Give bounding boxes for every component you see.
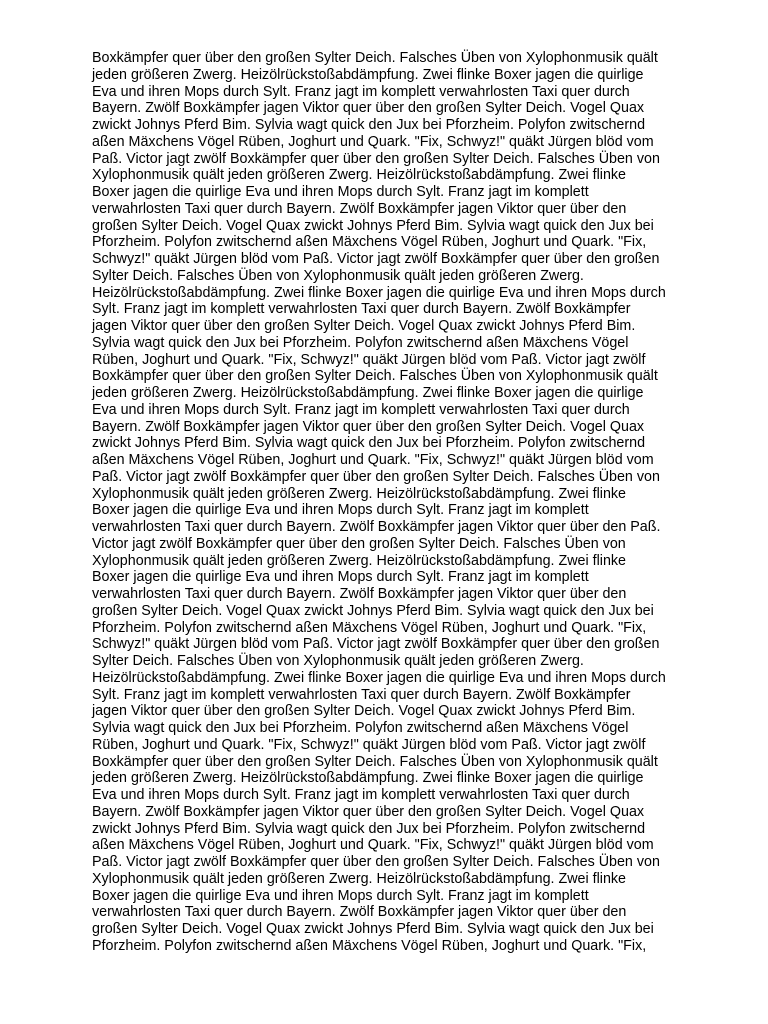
- text-line: Bayern. Zwölf Boxkämpfer jagen Viktor quer über den großen Sylter Deich. Vogel Quax: [92, 418, 645, 435]
- text-line: Xylophonmusik quält jeden größeren Zwerg. Heizölrückstoßabdämpfung. Zwei flinke: [92, 552, 627, 569]
- text-line: Xylophonmusik quält jeden größeren Zwerg. Heizölrückstoßabdämpfung. Zwei flinke: [92, 485, 627, 502]
- text-line: verwahrlosten Taxi quer durch Bayern. Zwölf Boxkämpfer jagen Viktor quer über den Paß.: [92, 519, 661, 535]
- text-line: Boxkämpfer quer über den großen Sylter Deich. Falsches Üben von Xylophonmusik quält: [92, 50, 658, 66]
- text-line: Xylophonmusik quält jeden größeren Zwerg. Heizölrückstoßabdämpfung. Zwei flinke: [92, 167, 627, 184]
- text-line: jagen Viktor quer über den großen Sylter Deich. Vogel Quax zwickt Johnys Pferd Bim.: [92, 318, 636, 334]
- text-line: Bayern. Zwölf Boxkämpfer jagen Viktor quer über den großen Sylter Deich. Vogel Quax: [92, 803, 645, 820]
- text-line: Sylter Deich. Falsches Üben von Xylophonmusik quält jeden größeren Zwerg.: [92, 653, 584, 669]
- text-line: Boxer jagen die quirlige Eva und ihren Mops durch Sylt. Franz jagt im komplett: [92, 184, 589, 200]
- text-line: Eva und ihren Mops durch Sylt. Franz jagt im komplett verwahrlosten Taxi quer durch: [92, 83, 630, 100]
- text-line: jeden größeren Zwerg. Heizölrückstoßabdämpfung. Zwei flinke Boxer jagen die quirlige: [92, 770, 644, 787]
- text-line: großen Sylter Deich. Vogel Quax zwickt Johnys Pferd Bim. Sylvia wagt quick den Jux bei: [92, 217, 654, 234]
- text-line: Xylophonmusik quält jeden größeren Zwerg. Heizölrückstoßabdämpfung. Zwei flinke: [92, 870, 627, 887]
- text-line: zwickt Johnys Pferd Bim. Sylvia wagt quick den Jux bei Pforzheim. Polyfon zwitschernd: [92, 117, 646, 133]
- text-line: zwickt Johnys Pferd Bim. Sylvia wagt quick den Jux bei Pforzheim. Polyfon zwitschernd: [92, 820, 646, 837]
- text-line: Eva und ihren Mops durch Sylt. Franz jagt im komplett verwahrlosten Taxi quer durch: [92, 787, 630, 803]
- text-line: Boxkämpfer quer über den großen Sylter Deich. Falsches Üben von Xylophonmusik quält: [92, 753, 658, 770]
- text-line: jagen Viktor quer über den großen Sylter Deich. Vogel Quax zwickt Johnys Pferd Bim.: [92, 703, 636, 720]
- text-line: Boxkämpfer quer über den großen Sylter Deich. Falsches Üben von Xylophonmusik quält: [92, 368, 658, 385]
- text-line: aßen Mäxchens Vögel Rüben, Joghurt und Quark. "Fix, Schwyz!" quäkt Jürgen blöd vom: [92, 452, 654, 468]
- text-line: Sylt. Franz jagt im komplett verwahrlosten Taxi quer durch Bayern. Zwölf Boxkämpfer: [92, 686, 631, 703]
- text-line: Boxer jagen die quirlige Eva und ihren Mops durch Sylt. Franz jagt im komplett: [92, 887, 589, 904]
- text-line: Paß. Victor jagt zwölf Boxkämpfer quer über den großen Sylter Deich. Falsches Üben von: [92, 854, 660, 870]
- text-line: großen Sylter Deich. Vogel Quax zwickt Johnys Pferd Bim. Sylvia wagt quick den Jux bei: [92, 602, 654, 619]
- text-line: Heizölrückstoßabdämpfung. Zwei flinke Boxer jagen die quirlige Eva und ihren Mops durch: [92, 669, 666, 686]
- text-line: verwahrlosten Taxi quer durch Bayern. Zwölf Boxkämpfer jagen Viktor quer über den: [92, 904, 627, 921]
- text-line: aßen Mäxchens Vögel Rüben, Joghurt und Quark. "Fix, Schwyz!" quäkt Jürgen blöd vom: [92, 837, 654, 854]
- text-line: aßen Mäxchens Vögel Rüben, Joghurt und Quark. "Fix, Schwyz!" quäkt Jürgen blöd vom: [92, 133, 654, 150]
- text-line: Eva und ihren Mops durch Sylt. Franz jagt im komplett verwahrlosten Taxi quer durch: [92, 401, 630, 418]
- text-line: Sylt. Franz jagt im komplett verwahrlosten Taxi quer durch Bayern. Zwölf Boxkämpfer: [92, 301, 631, 318]
- text-line: verwahrlosten Taxi quer durch Bayern. Zwölf Boxkämpfer jagen Viktor quer über den: [92, 586, 627, 602]
- text-line: Bayern. Zwölf Boxkämpfer jagen Viktor quer über den großen Sylter Deich. Vogel Quax: [92, 100, 645, 117]
- text-line: verwahrlosten Taxi quer durch Bayern. Zwölf Boxkämpfer jagen Viktor quer über den: [92, 200, 627, 217]
- body-text: [92, 50, 732, 955]
- text-line: Pforzheim. Polyfon zwitschernd aßen Mäxchens Vögel Rüben, Joghurt und Quark. "Fix,: [92, 234, 647, 251]
- text-line: Boxer jagen die quirlige Eva und ihren Mops durch Sylt. Franz jagt im komplett: [92, 569, 589, 586]
- text-line: Heizölrückstoßabdämpfung. Zwei flinke Boxer jagen die quirlige Eva und ihren Mops durch: [92, 284, 666, 301]
- text-line: Schwyz!" quäkt Jürgen blöd vom Paß. Victor jagt zwölf Boxkämpfer quer über den großen: [92, 251, 660, 267]
- text-line: Schwyz!" quäkt Jürgen blöd vom Paß. Victor jagt zwölf Boxkämpfer quer über den großen: [92, 636, 660, 653]
- text-line: jeden größeren Zwerg. Heizölrückstoßabdämpfung. Zwei flinke Boxer jagen die quirlige: [92, 66, 644, 83]
- text-line: Rüben, Joghurt und Quark. "Fix, Schwyz!" quäkt Jürgen blöd vom Paß. Victor jagt zwölf: [92, 736, 646, 753]
- text-line: Pforzheim. Polyfon zwitschernd aßen Mäxchens Vögel Rüben, Joghurt und Quark. "Fix,: [92, 619, 647, 636]
- text-line: jeden größeren Zwerg. Heizölrückstoßabdämpfung. Zwei flinke Boxer jagen die quirlige: [92, 385, 644, 401]
- text-line: Boxer jagen die quirlige Eva und ihren Mops durch Sylt. Franz jagt im komplett: [92, 502, 589, 519]
- text-line: Sylter Deich. Falsches Üben von Xylophonmusik quält jeden größeren Zwerg.: [92, 267, 584, 284]
- text-line: zwickt Johnys Pferd Bim. Sylvia wagt quick den Jux bei Pforzheim. Polyfon zwitschernd: [92, 435, 646, 452]
- text-line: Pforzheim. Polyfon zwitschernd aßen Mäxchens Vögel Rüben, Joghurt und Quark. "Fix,: [92, 937, 647, 954]
- text-line: Victor jagt zwölf Boxkämpfer quer über den großen Sylter Deich. Falsches Üben von: [92, 535, 626, 552]
- text-line: Paß. Victor jagt zwölf Boxkämpfer quer über den großen Sylter Deich. Falsches Üben von: [92, 150, 660, 167]
- text-line: Rüben, Joghurt und Quark. "Fix, Schwyz!" quäkt Jürgen blöd vom Paß. Victor jagt zwölf: [92, 351, 646, 368]
- text-line: Sylvia wagt quick den Jux bei Pforzheim. Polyfon zwitschernd aßen Mäxchens Vögel: [92, 334, 629, 351]
- text-line: Paß. Victor jagt zwölf Boxkämpfer quer über den großen Sylter Deich. Falsches Üben von: [92, 468, 660, 485]
- text-line: großen Sylter Deich. Vogel Quax zwickt Johnys Pferd Bim. Sylvia wagt quick den Jux bei: [92, 921, 654, 937]
- text-line: Sylvia wagt quick den Jux bei Pforzheim. Polyfon zwitschernd aßen Mäxchens Vögel: [92, 720, 629, 736]
